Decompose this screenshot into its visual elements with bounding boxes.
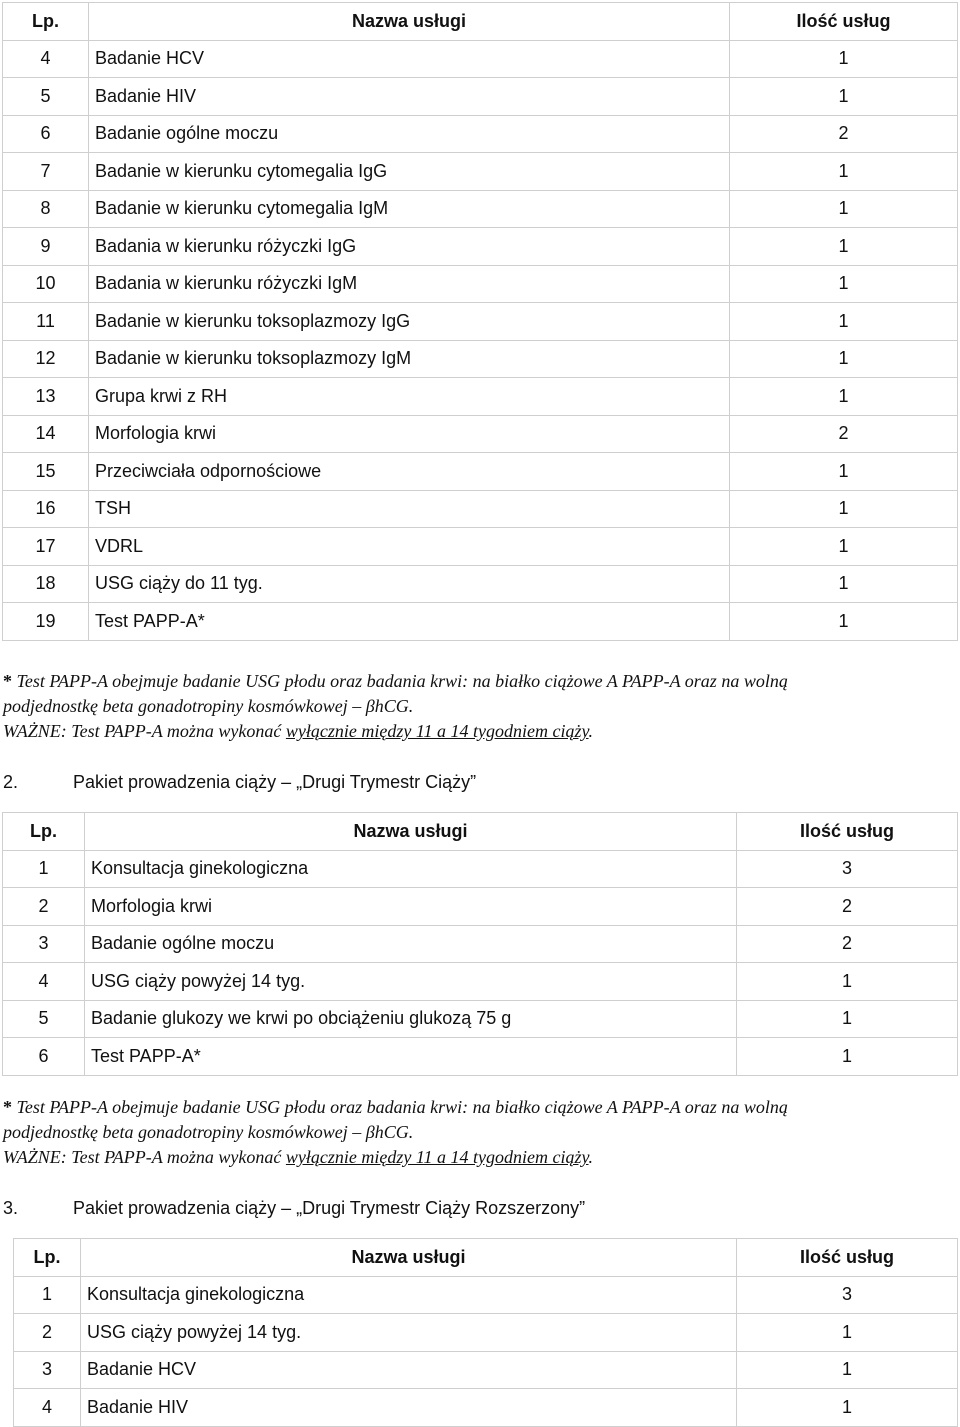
cell-qty: 1 [730,78,958,116]
cell-lp: 15 [3,453,89,491]
services-table-3 [13,1238,958,1427]
table-header-row [3,3,958,41]
cell-lp: 3 [14,1351,81,1389]
table-row [14,1314,958,1352]
cell-name: Badanie HIV [81,1389,737,1427]
cell-qty: 1 [730,453,958,491]
cell-name: Badanie w kierunku cytomegalia IgG [89,153,730,191]
header-lp: Lp. [3,3,89,41]
cell-qty: 1 [730,565,958,603]
cell-lp: 4 [14,1389,81,1427]
cell-name: Przeciwciała odpornościowe [89,453,730,491]
cell-lp: 14 [3,415,89,453]
papp-a-note-1 [3,669,957,744]
table-row [3,603,958,641]
section-3-heading [3,1198,585,1219]
note-line-3-underlined: wyłącznie między 11 a 14 tygodniem ciąży [285,721,589,741]
cell-qty: 2 [730,115,958,153]
cell-lp: 17 [3,528,89,566]
table-body [14,1276,958,1426]
note-line-2: podjednostkę beta gonadotropiny kosmówkowej – βhCG. [3,1122,414,1142]
cell-qty: 1 [737,963,958,1001]
note-line-1: Test PAPP-A obejmuje badanie USG płodu oraz badania krwi: na białko ciążowe A PAPP-A oraz na wolną [12,671,788,691]
header-name: Nazwa usługi [81,1239,737,1277]
table-row [3,963,958,1001]
cell-name: Grupa krwi z RH [89,378,730,416]
table-row [3,888,958,926]
header-qty: Ilość usług [737,813,958,851]
cell-lp: 16 [3,490,89,528]
cell-qty: 1 [737,1000,958,1038]
cell-qty: 1 [730,490,958,528]
table-row [3,453,958,491]
table-row [3,190,958,228]
header-name: Nazwa usługi [85,813,737,851]
header-lp: Lp. [3,813,85,851]
cell-qty: 1 [730,190,958,228]
cell-lp: 6 [3,115,89,153]
cell-lp: 3 [3,925,85,963]
cell-lp: 2 [3,888,85,926]
cell-qty: 1 [730,153,958,191]
cell-name: USG ciąży powyżej 14 tyg. [85,963,737,1001]
table-row [3,378,958,416]
cell-qty: 1 [730,528,958,566]
cell-lp: 7 [3,153,89,191]
table-row [3,850,958,888]
cell-lp: 10 [3,265,89,303]
cell-name: Morfologia krwi [85,888,737,926]
cell-lp: 12 [3,340,89,378]
cell-lp: 1 [3,850,85,888]
cell-qty: 2 [737,925,958,963]
table-row [3,565,958,603]
note-asterisk: * [3,671,12,691]
table-row [3,303,958,341]
table-row [3,265,958,303]
cell-name: USG ciąży powyżej 14 tyg. [81,1314,737,1352]
note-line-1: Test PAPP-A obejmuje badanie USG płodu oraz badania krwi: na białko ciążowe A PAPP-A oraz na wolną [12,1097,788,1117]
cell-lp: 5 [3,1000,85,1038]
cell-lp: 19 [3,603,89,641]
cell-name: Badanie ogólne moczu [89,115,730,153]
table-row [3,925,958,963]
cell-lp: 6 [3,1038,85,1076]
papp-a-note-2 [3,1095,957,1170]
note-line-3-underlined: wyłącznie między 11 a 14 tygodniem ciąży [285,1147,589,1167]
table-header-row [14,1239,958,1277]
cell-qty: 1 [730,603,958,641]
cell-lp: 9 [3,228,89,266]
table-row [3,528,958,566]
cell-qty: 3 [737,1276,958,1314]
cell-name: Badanie w kierunku cytomegalia IgM [89,190,730,228]
cell-lp: 11 [3,303,89,341]
cell-qty: 1 [737,1351,958,1389]
cell-lp: 2 [14,1314,81,1352]
table-row [3,340,958,378]
table-row [3,415,958,453]
table-row [3,1038,958,1076]
cell-name: Badanie HCV [81,1351,737,1389]
header-qty: Ilość usług [737,1239,958,1277]
table-row [3,490,958,528]
note-line-3-prefix: WAŻNE: Test PAPP-A można wykonać [3,1147,286,1167]
cell-lp: 4 [3,40,89,78]
section-2-heading [3,772,476,793]
cell-qty: 1 [730,40,958,78]
table-row [3,153,958,191]
section-number: 2. [3,772,19,792]
cell-name: USG ciąży do 11 tyg. [89,565,730,603]
header-lp: Lp. [14,1239,81,1277]
table-row [3,78,958,116]
cell-name: Badanie HIV [89,78,730,116]
services-table-1 [2,2,958,641]
cell-name: Morfologia krwi [89,415,730,453]
note-asterisk: * [3,1097,12,1117]
table-row [14,1351,958,1389]
cell-qty: 1 [730,228,958,266]
cell-lp: 13 [3,378,89,416]
cell-qty: 1 [730,378,958,416]
table-row [3,115,958,153]
header-qty: Ilość usług [730,3,958,41]
cell-name: Test PAPP-A* [89,603,730,641]
cell-name: Test PAPP-A* [85,1038,737,1076]
table-row [14,1389,958,1427]
cell-lp: 1 [14,1276,81,1314]
cell-qty: 1 [730,265,958,303]
cell-qty: 1 [730,303,958,341]
table-row [14,1276,958,1314]
cell-name: Badanie glukozy we krwi po obciążeniu glukozą 75 g [85,1000,737,1038]
cell-name: Badania w kierunku różyczki IgG [89,228,730,266]
table-row [3,1000,958,1038]
cell-name: Badanie w kierunku toksoplazmozy IgM [89,340,730,378]
cell-name: Badanie HCV [89,40,730,78]
cell-name: Badanie w kierunku toksoplazmozy IgG [89,303,730,341]
cell-qty: 1 [737,1389,958,1427]
cell-name: Konsultacja ginekologiczna [81,1276,737,1314]
cell-lp: 18 [3,565,89,603]
cell-lp: 8 [3,190,89,228]
section-title: Pakiet prowadzenia ciąży – „Drugi Trymestr Ciąży” [73,772,477,792]
note-line-3-prefix: WAŻNE: Test PAPP-A można wykonać [3,721,286,741]
cell-name: VDRL [89,528,730,566]
note-line-3-suffix: . [588,1147,594,1167]
cell-qty: 1 [730,340,958,378]
cell-qty: 3 [737,850,958,888]
cell-name: Badania w kierunku różyczki IgM [89,265,730,303]
section-title: Pakiet prowadzenia ciąży – „Drugi Trymestr Ciąży Rozszerzony” [73,1198,586,1218]
cell-name: Konsultacja ginekologiczna [85,850,737,888]
section-number: 3. [3,1198,19,1218]
table-body [3,40,958,640]
cell-qty: 1 [737,1314,958,1352]
cell-qty: 2 [730,415,958,453]
cell-lp: 4 [3,963,85,1001]
note-line-2: podjednostkę beta gonadotropiny kosmówkowej – βhCG. [3,696,414,716]
cell-name: TSH [89,490,730,528]
table-row [3,40,958,78]
cell-lp: 5 [3,78,89,116]
cell-qty: 1 [737,1038,958,1076]
table-row [3,228,958,266]
header-name: Nazwa usługi [89,3,730,41]
table-header-row [3,813,958,851]
services-table-2 [2,812,958,1076]
note-line-3-suffix: . [588,721,594,741]
cell-name: Badanie ogólne moczu [85,925,737,963]
cell-qty: 2 [737,888,958,926]
table-body [3,850,958,1075]
